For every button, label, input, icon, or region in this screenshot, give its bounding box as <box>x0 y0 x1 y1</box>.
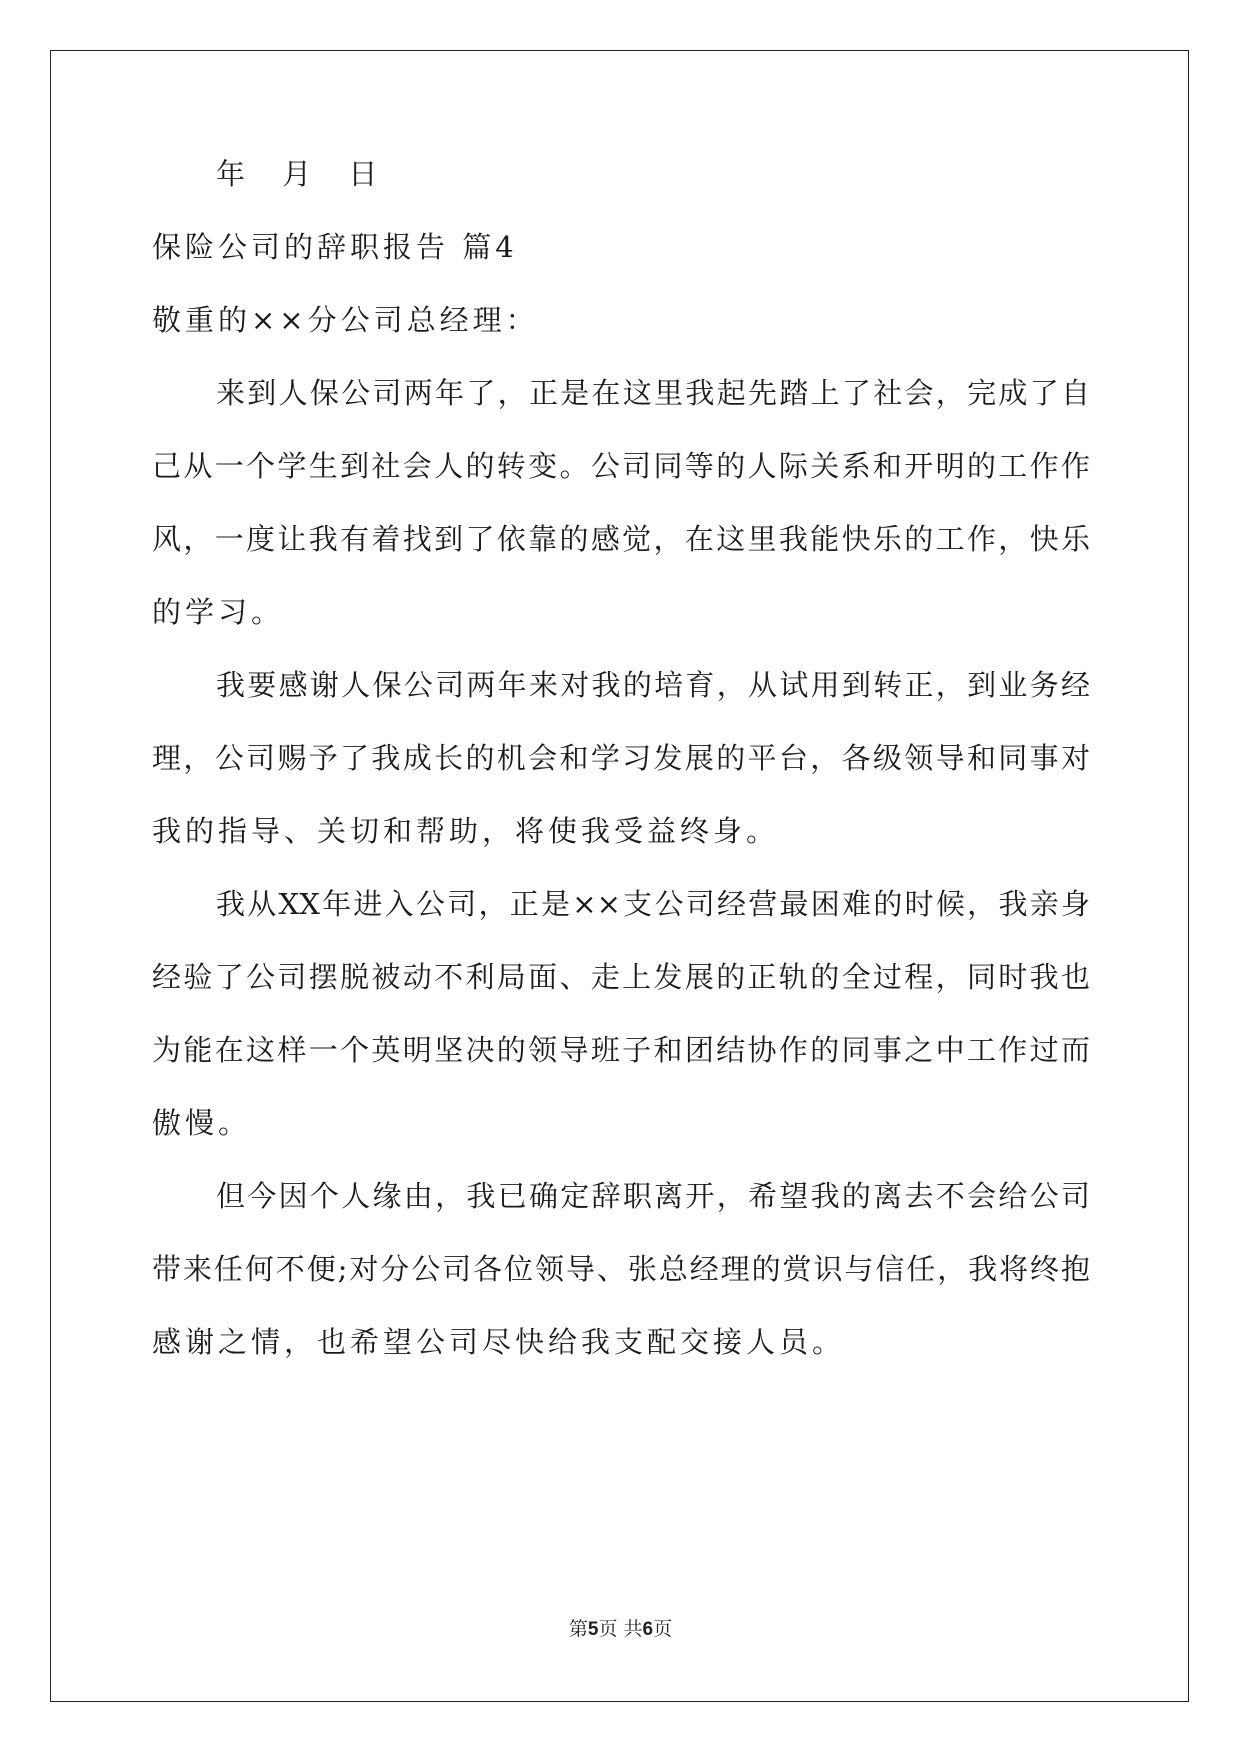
document-title: 保险公司的辞职报告 篇4 <box>152 230 518 264</box>
page-footer <box>0 1614 1241 1641</box>
paragraph-line: 感谢之情，也希望公司尽快给我支配交接人员。 <box>152 1325 846 1359</box>
paragraph-line: 的学习。 <box>152 595 285 629</box>
paragraph-line: 我从XX年进入公司，正是××支公司经营最困难的时候，我亲身 <box>216 887 1090 921</box>
date-line: 年 月 日 <box>216 157 392 191</box>
page-frame <box>50 50 1189 1702</box>
paragraph-line: 我要感谢人保公司两年来对我的培育，从试用到转正，到业务经 <box>216 668 1090 702</box>
footer-total-pages: 6 <box>642 1619 654 1640</box>
paragraph-line: 为能在这样一个英明坚决的领导班子和团结协作的同事之中工作过而 <box>152 1033 1090 1067</box>
footer-page-prefix: 第 <box>568 1618 588 1640</box>
footer-page-suffix: 页 <box>653 1618 673 1640</box>
paragraph-line: 己从一个学生到社会人的转变。公司同等的人际关系和开明的工作作 <box>152 449 1090 483</box>
paragraph-line: 风，一度让我有着找到了依靠的感觉，在这里我能快乐的工作，快乐 <box>152 522 1090 556</box>
footer-page-number: 5 <box>587 1619 599 1640</box>
salutation: 敬重的××分公司总经理： <box>152 303 539 337</box>
paragraph-line: 带来任何不便;对分公司各位领导、张总经理的赏识与信任，我将终抱 <box>152 1252 1090 1286</box>
paragraph-line: 经验了公司摆脱被动不利局面、走上发展的正轨的全过程，同时我也 <box>152 960 1090 994</box>
paragraph-line: 来到人保公司两年了，正是在这里我起先踏上了社会，完成了自 <box>216 376 1090 410</box>
paragraph-line: 我的指导、关切和帮助，将使我受益终身。 <box>152 814 780 848</box>
paragraph-line: 理，公司赐予了我成长的机会和学习发展的平台，各级领导和同事对 <box>152 741 1090 775</box>
paragraph-line: 但今因个人缘由，我已确定辞职离开，希望我的离去不会给公司 <box>216 1179 1090 1213</box>
paragraph-line: 傲慢。 <box>152 1106 252 1140</box>
footer-page-mid: 页 共 <box>598 1618 643 1640</box>
